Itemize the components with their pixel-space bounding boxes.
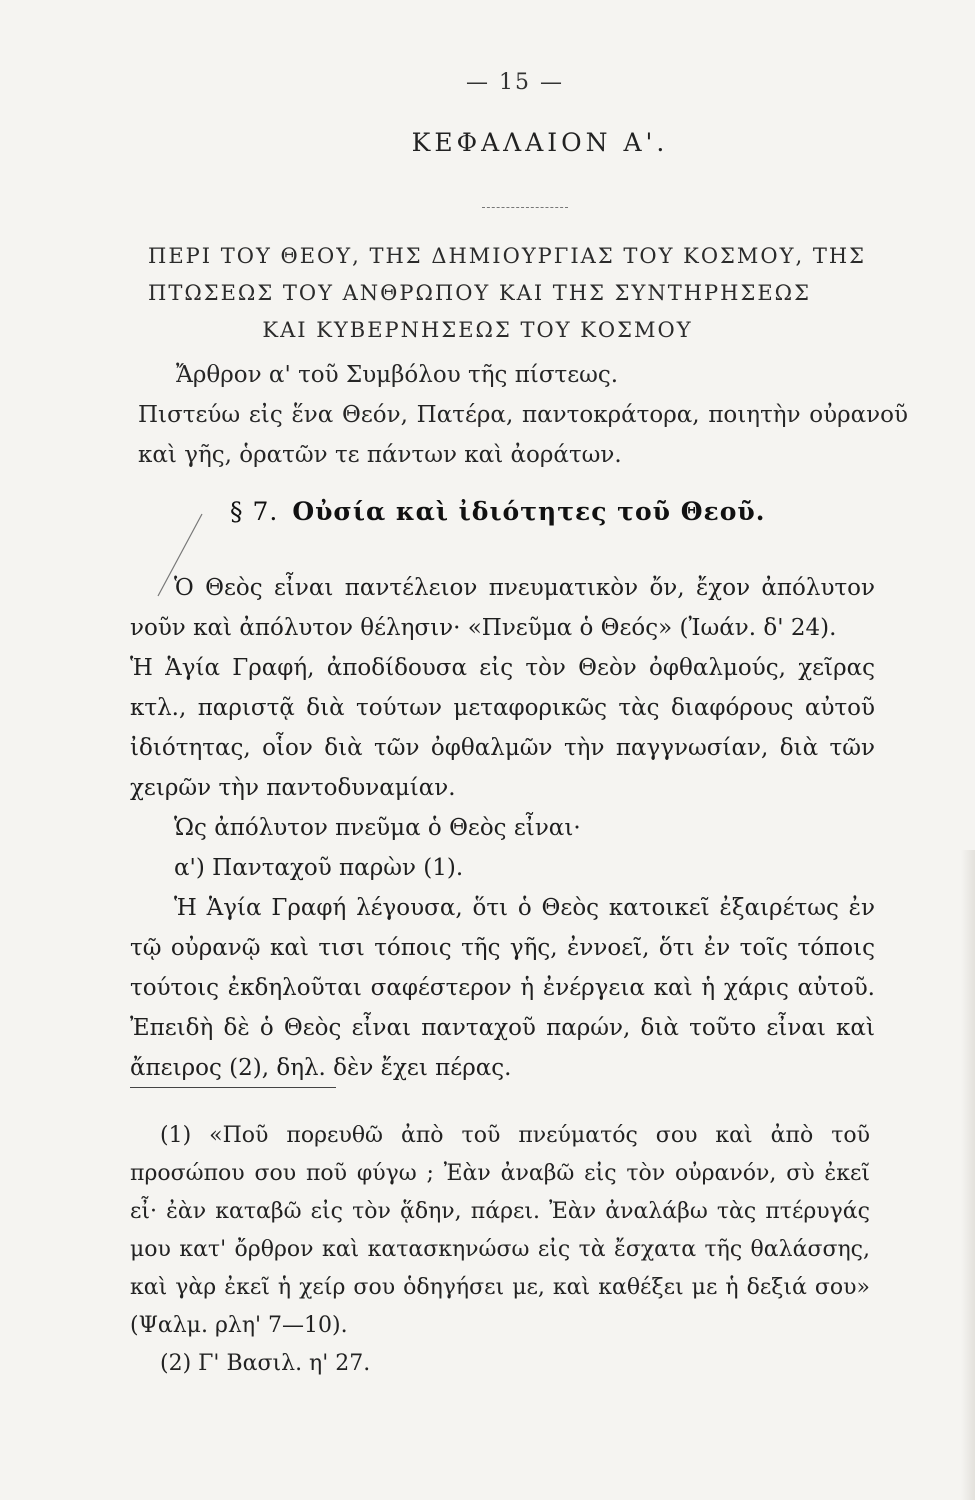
footnote-rule [130, 1087, 336, 1088]
heading-line: ΠΤΩΣΕΩΣ ΤΟΥ ΑΝΘΡΩΠΟΥ ΚΑΙ ΤΗΣ ΣΥΝΤΗΡΗΣΕΩΣ [148, 281, 811, 305]
footnotes [130, 1117, 870, 1383]
section-heading [230, 497, 930, 526]
chapter-title: ΚΕΦΑΛΑΙΟΝ Α'. [411, 128, 669, 157]
footnote: (2) Γ' Βασιλ. η' 27. [160, 1351, 371, 1376]
body-text [130, 568, 875, 1088]
heading-line: ΠΕΡΙ ΤΟΥ ΘΕΟΥ, ΤΗΣ ΔΗΜΙΟΥΡΓΙΑΣ ΤΟΥ ΚΟΣΜΟΥ, ΤΗΣ [148, 244, 866, 268]
heading-line: ΚΑΙ ΚΥΒΕΡΝΗΣΕΩΣ ΤΟΥ ΚΟΣΜΟΥ [262, 318, 693, 342]
footnote: (1) «Ποῦ πορευθῶ ἀπὸ τοῦ πνεύματός σου καὶ ἀπὸ τοῦ προσώπου σου ποῦ φύγω ; Ἐὰν ἀναβῶ εἰς τὸν οὐρανόν, σὺ ἐκεῖ εἶ· ἐὰν καταβῶ εἰς τὸν ᾅδην, πάρει. Ἐὰν ἀναλάβω τὰς πτέρυγάς μου κατ' ὄρθρον καὶ κατασκηνώσω εἰς τὰ ἔσχατα τῆς θαλάσσης, καὶ γὰρ ἐκεῖ ἡ χείρ σου ὁδηγήσει με, καὶ καθέξει με ἡ δεξιά σου» (Ψαλμ. ρλη' 7—10). [130, 1123, 870, 1338]
paragraph: Ἡ Ἁγία Γραφή λέγουσα, ὅτι ὁ Θεὸς κατοικεῖ ἐξαιρέτως ἐν τῷ οὐρανῷ καὶ τισι τόποις τῆς γῆς, ἐννοεῖ, ὅτι ἐν τοῖς τόποις τούτοις ἐκδηλοῦται σαφέστερον ἡ ἐνέργεια καὶ ἡ χάρις αὐτοῦ. Ἐπειδὴ δὲ ὁ Θεὸς εἶναι πανταχοῦ παρών, διὰ τοῦτο εἶναι καὶ ἄπειρος (2), δηλ. δὲν ἔχει πέρας. [130, 895, 875, 1081]
creed-block [138, 355, 908, 475]
page-edge-shadow [961, 850, 975, 1500]
paragraph: Ὡς ἀπόλυτον πνεῦμα ὁ Θεὸς εἶναι· [174, 815, 581, 841]
creed-text: Πιστεύω εἰς ἕνα Θεόν, Πατέρα, παντοκράτορα, ποιητὴν οὐρανοῦ καὶ γῆς, ὁρατῶν τε πάντων καὶ ἀοράτων. [138, 402, 908, 468]
paragraph: Ὁ Θεὸς εἶναι παντέλειον πνευματικὸν ὄν, ἔχον ἀπόλυτον νοῦν καὶ ἀπόλυτον θέλησιν· «Πνεῦμα ὁ Θεός» (Ἰωάν. δ' 24). [130, 575, 875, 641]
separator-rule [482, 207, 568, 208]
section-title: Οὐσία καὶ ἰδιότητες τοῦ Θεοῦ. [292, 497, 766, 526]
chapter-heading [140, 238, 885, 349]
creed-title: Ἄρθρον α' τοῦ Συμβόλου τῆς πίστεως. [176, 362, 619, 388]
paragraph: Ἡ Ἁγία Γραφή, ἀποδίδουσα εἰς τὸν Θεὸν ὀφθαλμούς, χεῖρας κτλ., παριστᾷ διὰ τούτων μεταφορικῶς τὰς διαφόρους αὐτοῦ ἰδιότητας, οἷον διὰ τῶν ὀφθαλμῶν τὴν παγγνωσίαν, διὰ τῶν χειρῶν τὴν παντοδυναμίαν. [130, 655, 875, 801]
page-number: — 15 — [466, 70, 564, 95]
paragraph: α') Πανταχοῦ παρὼν (1). [174, 855, 464, 881]
section-number: § 7. [230, 497, 279, 526]
